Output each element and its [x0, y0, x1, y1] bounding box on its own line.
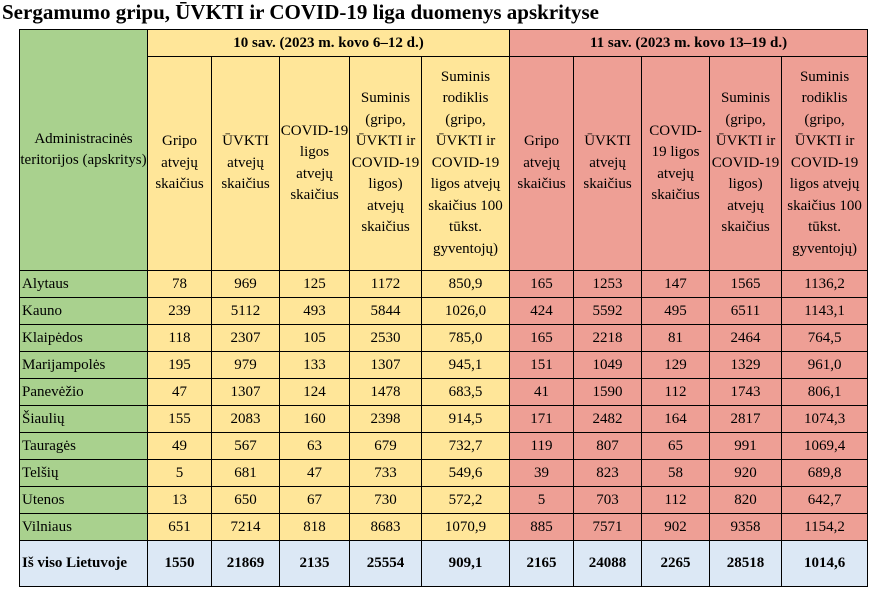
w10-value-cell: 105 [280, 325, 350, 352]
w10-value-cell: 785,0 [422, 325, 510, 352]
w11-value-cell: 9358 [710, 514, 782, 541]
w11-value-cell: 703 [574, 487, 642, 514]
w11-flu-cases-header: Gripo atvejų skaičius [510, 57, 574, 271]
w11-rate-header: Suminis rodiklis (gripo, ŪVKTI ir COVID-19 ligos atvejų skaičius 100 tūkst. gyventojų) [782, 57, 868, 271]
table-row [20, 298, 868, 325]
w10-value-cell: 2398 [350, 406, 422, 433]
w10-value-cell: 2530 [350, 325, 422, 352]
region-name: Utenos [20, 487, 148, 514]
w10-value-cell: 239 [148, 298, 212, 325]
region-name: Panevėžio [20, 379, 148, 406]
w10-value-cell: 681 [212, 460, 280, 487]
w11-value-cell: 764,5 [782, 325, 868, 352]
w11-value-cell: 885 [510, 514, 574, 541]
w11-value-cell: 1074,3 [782, 406, 868, 433]
region-name: Kauno [20, 298, 148, 325]
w10-value-cell: 133 [280, 352, 350, 379]
w10-value-cell: 2135 [280, 541, 350, 587]
w11-value-cell: 151 [510, 352, 574, 379]
table-row [20, 433, 868, 460]
week-10-header: 10 sav. (2023 m. kovo 6–12 d.) [148, 30, 510, 57]
w11-value-cell: 2817 [710, 406, 782, 433]
w10-value-cell: 850,9 [422, 271, 510, 298]
w11-value-cell: 119 [510, 433, 574, 460]
w10-value-cell: 651 [148, 514, 212, 541]
w11-value-cell: 2265 [642, 541, 710, 587]
w10-covid-cases-header: COVID-19 ligos atvejų skaičius [280, 57, 350, 271]
w10-value-cell: 945,1 [422, 352, 510, 379]
w11-value-cell: 495 [642, 298, 710, 325]
w11-value-cell: 28518 [710, 541, 782, 587]
w10-value-cell: 7214 [212, 514, 280, 541]
w10-value-cell: 1478 [350, 379, 422, 406]
region-name: Alytaus [20, 271, 148, 298]
w10-value-cell: 572,2 [422, 487, 510, 514]
w11-value-cell: 171 [510, 406, 574, 433]
w11-value-cell: 5592 [574, 298, 642, 325]
w11-ari-cases-header: ŪVKTI atvejų skaičius [574, 57, 642, 271]
w10-value-cell: 732,7 [422, 433, 510, 460]
w11-value-cell: 81 [642, 325, 710, 352]
w10-value-cell: 118 [148, 325, 212, 352]
region-name: Klaipėdos [20, 325, 148, 352]
w10-value-cell: 979 [212, 352, 280, 379]
w11-value-cell: 1049 [574, 352, 642, 379]
w10-value-cell: 155 [148, 406, 212, 433]
w11-value-cell: 1069,4 [782, 433, 868, 460]
w10-value-cell: 47 [280, 460, 350, 487]
w10-value-cell: 1026,0 [422, 298, 510, 325]
w10-value-cell: 78 [148, 271, 212, 298]
w11-value-cell: 807 [574, 433, 642, 460]
w11-value-cell: 1253 [574, 271, 642, 298]
w10-value-cell: 25554 [350, 541, 422, 587]
w10-value-cell: 195 [148, 352, 212, 379]
w10-value-cell: 909,1 [422, 541, 510, 587]
w10-flu-cases-header: Gripo atvejų skaičius [148, 57, 212, 271]
region-name: Šiaulių [20, 406, 148, 433]
w10-value-cell: 1070,9 [422, 514, 510, 541]
w11-value-cell: 6511 [710, 298, 782, 325]
w10-value-cell: 124 [280, 379, 350, 406]
w11-value-cell: 41 [510, 379, 574, 406]
w11-value-cell: 129 [642, 352, 710, 379]
w11-value-cell: 2218 [574, 325, 642, 352]
w10-value-cell: 549,6 [422, 460, 510, 487]
w10-value-cell: 914,5 [422, 406, 510, 433]
w10-value-cell: 21869 [212, 541, 280, 587]
w11-value-cell: 147 [642, 271, 710, 298]
region-name: Vilniaus [20, 514, 148, 541]
w10-value-cell: 125 [280, 271, 350, 298]
w10-value-cell: 567 [212, 433, 280, 460]
table-row [20, 406, 868, 433]
table-row [20, 325, 868, 352]
table-row [20, 460, 868, 487]
w11-value-cell: 2464 [710, 325, 782, 352]
table-row [20, 352, 868, 379]
data-table [19, 29, 868, 587]
week-11-header: 11 sav. (2023 m. kovo 13–19 d.) [510, 30, 868, 57]
total-row [20, 541, 868, 587]
w10-value-cell: 8683 [350, 514, 422, 541]
w11-value-cell: 1743 [710, 379, 782, 406]
w11-value-cell: 1014,6 [782, 541, 868, 587]
w11-value-cell: 165 [510, 325, 574, 352]
w11-value-cell: 112 [642, 379, 710, 406]
w11-value-cell: 2165 [510, 541, 574, 587]
w10-value-cell: 679 [350, 433, 422, 460]
w10-value-cell: 13 [148, 487, 212, 514]
w11-value-cell: 1136,2 [782, 271, 868, 298]
w10-value-cell: 733 [350, 460, 422, 487]
w11-value-cell: 112 [642, 487, 710, 514]
region-name: Marijampolės [20, 352, 148, 379]
w10-value-cell: 818 [280, 514, 350, 541]
w11-value-cell: 689,8 [782, 460, 868, 487]
region-name: Telšių [20, 460, 148, 487]
w10-value-cell: 5844 [350, 298, 422, 325]
table-row [20, 487, 868, 514]
w10-value-cell: 650 [212, 487, 280, 514]
w10-value-cell: 1307 [350, 352, 422, 379]
w10-value-cell: 2307 [212, 325, 280, 352]
w11-value-cell: 5 [510, 487, 574, 514]
w10-value-cell: 63 [280, 433, 350, 460]
w11-value-cell: 820 [710, 487, 782, 514]
w11-value-cell: 1143,1 [782, 298, 868, 325]
w10-value-cell: 969 [212, 271, 280, 298]
w10-value-cell: 1307 [212, 379, 280, 406]
region-name: Iš viso Lietuvoje [20, 541, 148, 587]
w10-value-cell: 730 [350, 487, 422, 514]
w11-value-cell: 961,0 [782, 352, 868, 379]
page-title: Sergamumo gripu, ŪVKTI ir COVID-19 liga duomenys apskrityse [2, 0, 599, 24]
w11-value-cell: 7571 [574, 514, 642, 541]
region-column-header: Administracinės teritorijos (apskritys) [20, 30, 148, 271]
w11-value-cell: 806,1 [782, 379, 868, 406]
w11-value-cell: 642,7 [782, 487, 868, 514]
table-row [20, 379, 868, 406]
w11-value-cell: 991 [710, 433, 782, 460]
w11-value-cell: 920 [710, 460, 782, 487]
w11-value-cell: 424 [510, 298, 574, 325]
w11-value-cell: 164 [642, 406, 710, 433]
w10-value-cell: 1550 [148, 541, 212, 587]
w11-value-cell: 1329 [710, 352, 782, 379]
w11-value-cell: 2482 [574, 406, 642, 433]
w11-value-cell: 902 [642, 514, 710, 541]
w10-value-cell: 49 [148, 433, 212, 460]
w11-value-cell: 1590 [574, 379, 642, 406]
w10-ari-cases-header: ŪVKTI atvejų skaičius [212, 57, 280, 271]
w10-value-cell: 683,5 [422, 379, 510, 406]
table-row [20, 514, 868, 541]
w10-total-cases-header: Suminis (gripo, ŪVKTI ir COVID-19 ligos) atvejų skaičius [350, 57, 422, 271]
w10-value-cell: 493 [280, 298, 350, 325]
w11-value-cell: 39 [510, 460, 574, 487]
table-row [20, 271, 868, 298]
w11-value-cell: 58 [642, 460, 710, 487]
w11-value-cell: 823 [574, 460, 642, 487]
w10-value-cell: 67 [280, 487, 350, 514]
region-name: Tauragės [20, 433, 148, 460]
w10-value-cell: 2083 [212, 406, 280, 433]
w10-value-cell: 1172 [350, 271, 422, 298]
w10-value-cell: 47 [148, 379, 212, 406]
w10-value-cell: 5112 [212, 298, 280, 325]
w11-value-cell: 1565 [710, 271, 782, 298]
w11-value-cell: 24088 [574, 541, 642, 587]
w10-value-cell: 160 [280, 406, 350, 433]
w11-value-cell: 65 [642, 433, 710, 460]
w11-value-cell: 1154,2 [782, 514, 868, 541]
w11-covid-cases-header: COVID-19 ligos atvejų skaičius [642, 57, 710, 271]
w10-value-cell: 5 [148, 460, 212, 487]
w11-value-cell: 165 [510, 271, 574, 298]
w10-rate-header: Suminis rodiklis (gripo, ŪVKTI ir COVID-19 ligos atvejų skaičius 100 tūkst. gyventojų) [422, 57, 510, 271]
w11-total-cases-header: Suminis (gripo, ŪVKTI ir COVID-19 ligos) atvejų skaičius [710, 57, 782, 271]
